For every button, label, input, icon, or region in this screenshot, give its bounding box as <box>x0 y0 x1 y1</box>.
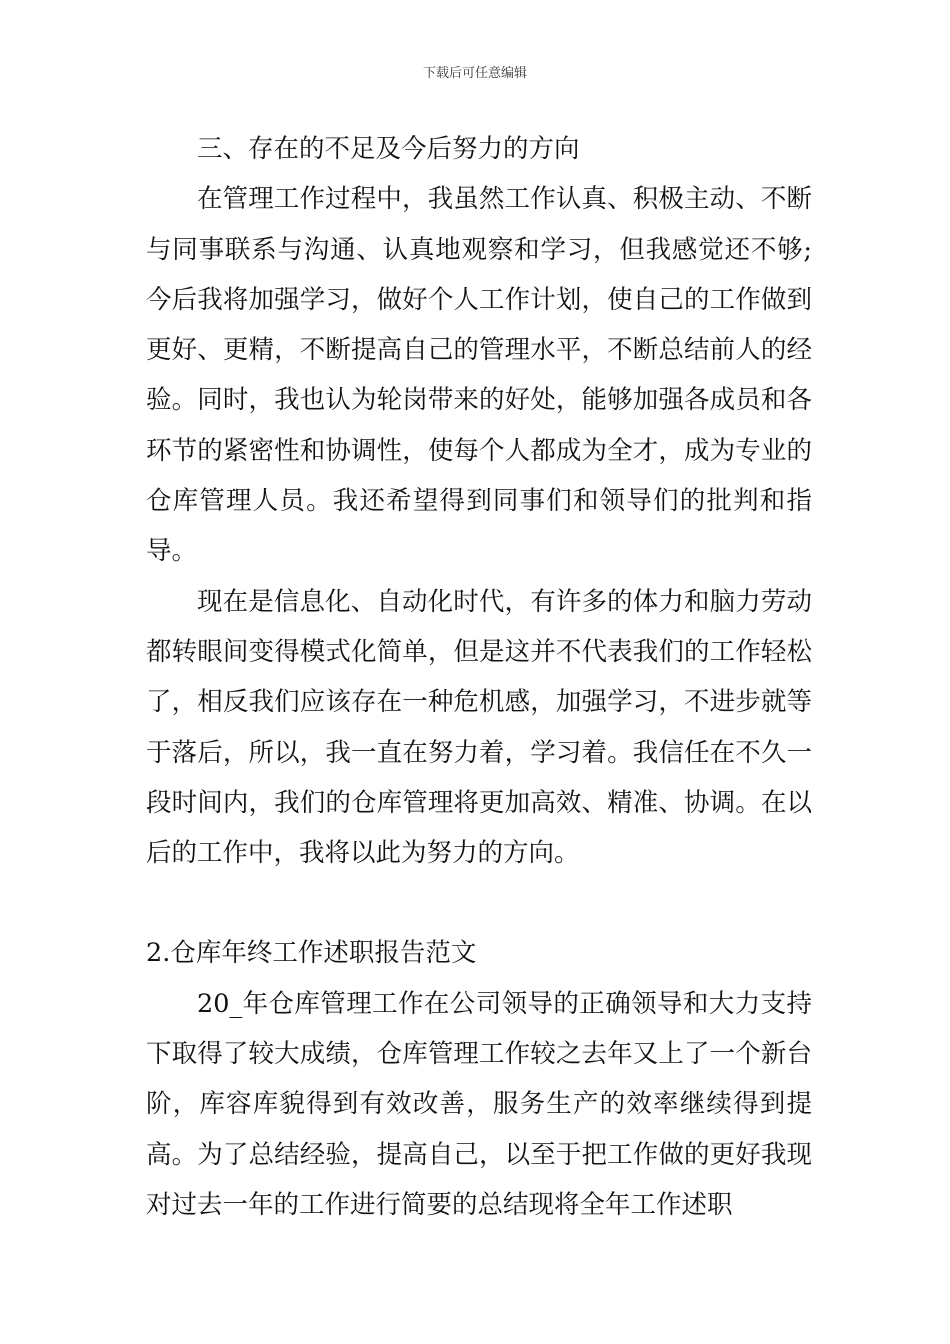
document-body <box>146 124 812 1230</box>
page-header-note: 下载后可任意编辑 <box>422 66 527 81</box>
paragraph-management-work: 在管理工作过程中，我虽然工作认真、积极主动、不断与同事联系与沟通、认真地观察和学习，但我感觉还不够;今后我将加强学习，做好个人工作计划，使自己的工作做到更好、更精，不断提高自己的管理水平，不断总结前人的经验。同时，我也认为轮岗带来的好处，能够加强各成员和各环节的紧密性和协调性，使每个人都成为全才，成为专业的仓库管理人员。我还希望得到同事们和领导们的批判和指导。 <box>146 184 812 567</box>
paragraph-annual-summary: 20_年仓库管理工作在公司领导的正确领导和大力支持下取得了较大成绩，仓库管理工作较之去年又上了一个新台阶，库容库貌得到有效改善，服务生产的效率继续得到提高。为了总结经验，提高自己，以至于把工作做的更好我现对过去一年的工作进行简要的总结现将全年工作述职 <box>146 988 812 1220</box>
paragraph-information-era: 现在是信息化、自动化时代，有许多的体力和脑力劳动都转眼间变得模式化简单，但是这并不代表我们的工作轻松了，相反我们应该存在一种危机感，加强学习，不进步就等于落后，所以，我一直在努力着，学习着。我信任在不久一段时间内，我们的仓库管理将更加高效、精准、协调。在以后的工作中，我将以此为努力的方向。 <box>146 586 812 869</box>
section-heading-shortcomings: 三、存在的不足及今后努力的方向 <box>197 134 580 164</box>
section-title-report: 2.仓库年终工作述职报告范文 <box>146 938 477 969</box>
